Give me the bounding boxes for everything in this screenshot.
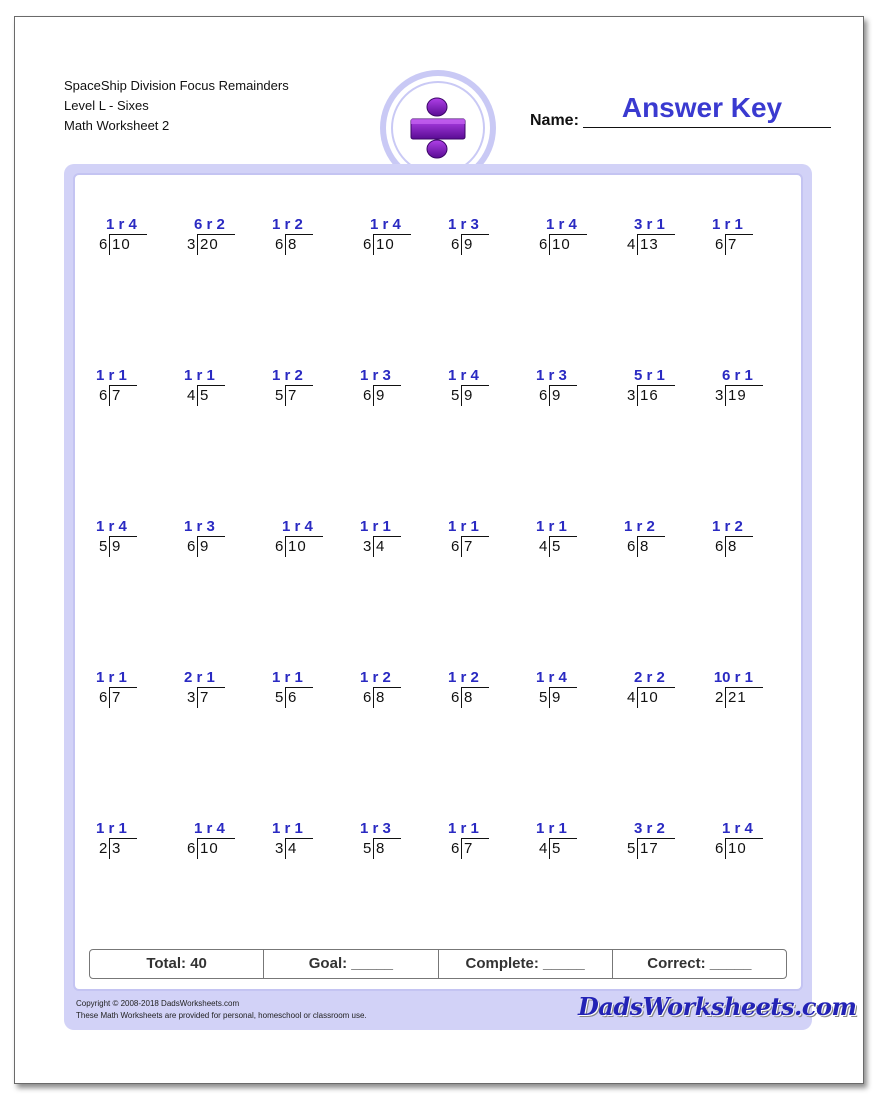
- answer-key-title: Answer Key: [621, 92, 783, 123]
- division-bracket: [725, 235, 726, 255]
- division-problem: [627, 216, 703, 258]
- division-vinculum: [285, 536, 323, 537]
- division-bracket: [725, 839, 726, 859]
- dividend: 19: [728, 387, 747, 404]
- dividend: 8: [728, 538, 738, 555]
- score-summary: [89, 949, 787, 979]
- division-vinculum: [109, 687, 137, 688]
- dividend: 9: [376, 387, 386, 404]
- division-bracket: [549, 386, 550, 406]
- division-bracket: [549, 537, 550, 557]
- division-vinculum: [461, 234, 489, 235]
- answer: 1 r 1: [448, 820, 479, 837]
- answer: 1 r 1: [272, 669, 303, 686]
- division-bracket: [373, 839, 374, 859]
- answer: 1 r 4: [282, 518, 313, 535]
- answer: 1 r 2: [272, 216, 303, 233]
- dividend: 4: [376, 538, 386, 555]
- divisor: 2: [99, 840, 108, 857]
- division-vinculum: [637, 838, 675, 839]
- dividend: 10: [288, 538, 307, 555]
- division-vinculum: [549, 536, 577, 537]
- division-bracket: [373, 386, 374, 406]
- divisor: 3: [715, 387, 724, 404]
- division-vinculum: [109, 838, 137, 839]
- answer: 1 r 2: [624, 518, 655, 535]
- division-problem: [448, 216, 527, 258]
- division-vinculum: [725, 687, 763, 688]
- division-vinculum: [637, 385, 675, 386]
- dividend: 7: [288, 387, 298, 404]
- copyright-line: Copyright © 2008-2018 DadsWorksheets.com: [76, 999, 240, 1008]
- divisor: 6: [627, 538, 636, 555]
- answer: 1 r 1: [360, 518, 391, 535]
- dividend: 7: [464, 840, 474, 857]
- answer: 1 r 1: [712, 216, 743, 233]
- divisor: 6: [451, 236, 460, 253]
- division-problem: [272, 820, 351, 862]
- usage-line: These Math Worksheets are provided for personal, homeschool or classroom use.: [76, 1011, 367, 1020]
- answer: 1 r 1: [448, 518, 479, 535]
- division-problem: [536, 518, 615, 560]
- answer: 1 r 3: [360, 367, 391, 384]
- dividend: 8: [376, 689, 386, 706]
- total-count: Total: 40: [90, 950, 264, 978]
- division-problem: [184, 669, 263, 711]
- division-vinculum: [109, 234, 147, 235]
- divisor: 4: [539, 538, 548, 555]
- division-bracket: [109, 386, 110, 406]
- divisor: 5: [363, 840, 372, 857]
- division-bracket: [197, 688, 198, 708]
- dividend: 10: [552, 236, 571, 253]
- division-bracket: [549, 235, 550, 255]
- divisor: 6: [363, 387, 372, 404]
- worksheet-title: SpaceShip Division Focus Remainders: [64, 78, 289, 93]
- answer: 1 r 2: [712, 518, 743, 535]
- division-bracket: [285, 537, 286, 557]
- copyright-notice: [76, 998, 367, 1022]
- division-vinculum: [197, 234, 235, 235]
- answer: 1 r 1: [96, 669, 127, 686]
- division-vinculum: [373, 687, 401, 688]
- division-bracket: [373, 235, 374, 255]
- dividend: 9: [464, 236, 474, 253]
- division-problem: [272, 216, 351, 258]
- answer: 5 r 1: [634, 367, 665, 384]
- division-vinculum: [373, 385, 401, 386]
- name-label: Name:: [530, 112, 579, 129]
- worksheet-level: Level L - Sixes: [64, 98, 149, 113]
- answer: 1 r 4: [194, 820, 225, 837]
- division-vinculum: [373, 234, 411, 235]
- divisor: 6: [187, 840, 196, 857]
- division-bracket: [461, 235, 462, 255]
- division-problem: [272, 367, 351, 409]
- dividend: 3: [112, 840, 122, 857]
- divisor: 6: [715, 538, 724, 555]
- division-vinculum: [725, 234, 753, 235]
- divisor: 6: [451, 840, 460, 857]
- division-problem: [715, 367, 791, 409]
- division-bracket: [197, 235, 198, 255]
- division-problem: [96, 669, 175, 711]
- answer: 1 r 3: [360, 820, 391, 837]
- divisor: 6: [363, 236, 372, 253]
- divisor: 3: [627, 387, 636, 404]
- answer: 1 r 1: [96, 367, 127, 384]
- worksheet-number: Math Worksheet 2: [64, 118, 170, 133]
- division-problem: [184, 367, 263, 409]
- division-sign-icon: [393, 83, 483, 173]
- dividend: 9: [552, 387, 562, 404]
- dividend: 7: [200, 689, 210, 706]
- divisor: 6: [99, 387, 108, 404]
- division-bracket: [197, 537, 198, 557]
- division-problem: [715, 669, 791, 711]
- dividend: 8: [464, 689, 474, 706]
- answer: 2 r 2: [634, 669, 665, 686]
- division-vinculum: [549, 234, 587, 235]
- dividend: 10: [640, 689, 659, 706]
- divisor: 3: [187, 236, 196, 253]
- division-bracket: [461, 839, 462, 859]
- division-bracket: [461, 688, 462, 708]
- divisor: 5: [99, 538, 108, 555]
- answer: 1 r 1: [536, 518, 567, 535]
- answer: 6 r 1: [722, 367, 753, 384]
- division-bracket: [637, 386, 638, 406]
- divisor: 6: [539, 387, 548, 404]
- division-bracket: [549, 839, 550, 859]
- division-bracket: [637, 839, 638, 859]
- division-vinculum: [461, 385, 489, 386]
- divisor: 6: [539, 236, 548, 253]
- division-vinculum: [285, 838, 313, 839]
- divisor: 6: [99, 236, 108, 253]
- division-problem: [360, 820, 439, 862]
- divisor: 5: [275, 387, 284, 404]
- division-problem: [360, 669, 439, 711]
- goal-field: Goal: _____: [264, 950, 438, 978]
- answer: 1 r 1: [272, 820, 303, 837]
- answer: 1 r 1: [96, 820, 127, 837]
- division-vinculum: [637, 687, 675, 688]
- division-problem: [96, 518, 175, 560]
- division-vinculum: [197, 687, 225, 688]
- divisor: 6: [99, 689, 108, 706]
- divisor: 6: [451, 538, 460, 555]
- dividend: 16: [640, 387, 659, 404]
- answer: 1 r 4: [106, 216, 137, 233]
- answer: 2 r 1: [184, 669, 215, 686]
- complete-field: Complete: _____: [439, 950, 613, 978]
- answer: 1 r 4: [96, 518, 127, 535]
- division-vinculum: [109, 536, 137, 537]
- dividend: 13: [640, 236, 659, 253]
- division-bracket: [285, 688, 286, 708]
- division-problem: [712, 518, 791, 560]
- division-problem: [539, 216, 615, 258]
- division-problem: [448, 367, 527, 409]
- answer: 1 r 3: [184, 518, 215, 535]
- divisor: 6: [451, 689, 460, 706]
- division-vinculum: [197, 385, 225, 386]
- division-vinculum: [285, 234, 313, 235]
- division-problem: [448, 820, 527, 862]
- divisor: 3: [275, 840, 284, 857]
- divisor: 5: [539, 689, 548, 706]
- dividend: 9: [112, 538, 122, 555]
- division-problem: [536, 820, 615, 862]
- division-bracket: [285, 386, 286, 406]
- answer: 1 r 3: [536, 367, 567, 384]
- division-problem: [448, 669, 527, 711]
- division-bracket: [549, 688, 550, 708]
- division-problem: [627, 820, 703, 862]
- division-bracket: [373, 537, 374, 557]
- divisor: 6: [187, 538, 196, 555]
- division-problem: [536, 367, 615, 409]
- division-bracket: [109, 537, 110, 557]
- answer: 1 r 4: [370, 216, 401, 233]
- dividend: 7: [728, 236, 738, 253]
- answer: 6 r 2: [194, 216, 225, 233]
- divisor: 2: [715, 689, 724, 706]
- division-problem: [96, 820, 175, 862]
- answer: 3 r 1: [634, 216, 665, 233]
- divisor: 6: [275, 538, 284, 555]
- division-vinculum: [285, 385, 313, 386]
- division-problem: [96, 367, 175, 409]
- division-problem: [360, 518, 439, 560]
- division-problem: [627, 669, 703, 711]
- division-problem: [187, 216, 263, 258]
- dividend: 5: [200, 387, 210, 404]
- problem-area: [73, 173, 803, 991]
- dividend: 10: [200, 840, 219, 857]
- division-problem: [536, 669, 615, 711]
- dividend: 7: [112, 689, 122, 706]
- division-bracket: [725, 386, 726, 406]
- divisor: 4: [187, 387, 196, 404]
- dividend: 5: [552, 538, 562, 555]
- division-vinculum: [461, 687, 489, 688]
- dividend: 17: [640, 840, 659, 857]
- division-vinculum: [725, 385, 763, 386]
- division-problem: [627, 367, 703, 409]
- brand-logo: DadsWorksheets.com: [578, 992, 857, 1021]
- dividend: 4: [288, 840, 298, 857]
- divisor: 6: [275, 236, 284, 253]
- division-bracket: [637, 235, 638, 255]
- dividend: 8: [640, 538, 650, 555]
- answer: 1 r 4: [546, 216, 577, 233]
- division-bracket: [461, 386, 462, 406]
- dividend: 9: [552, 689, 562, 706]
- divisor: 4: [627, 689, 636, 706]
- correct-field: Correct: _____: [647, 955, 752, 972]
- division-problem: [184, 518, 263, 560]
- name-line: [583, 127, 831, 128]
- division-vinculum: [285, 687, 313, 688]
- answer: 1 r 2: [448, 669, 479, 686]
- divisor: 6: [363, 689, 372, 706]
- divisor: 6: [715, 840, 724, 857]
- division-vinculum: [373, 838, 401, 839]
- division-bracket: [109, 839, 110, 859]
- answer: 1 r 4: [448, 367, 479, 384]
- division-problem: [360, 367, 439, 409]
- division-bracket: [725, 537, 726, 557]
- divisor: 5: [275, 689, 284, 706]
- division-problem: [272, 669, 351, 711]
- division-bracket: [725, 688, 726, 708]
- dividend: 21: [728, 689, 747, 706]
- division-bracket: [285, 235, 286, 255]
- division-vinculum: [109, 385, 137, 386]
- division-vinculum: [549, 838, 577, 839]
- answer: 1 r 4: [536, 669, 567, 686]
- division-vinculum: [637, 536, 665, 537]
- division-problem: [187, 820, 263, 862]
- answer: 10 r 1: [713, 669, 754, 686]
- divisor: 4: [627, 236, 636, 253]
- division-bracket: [637, 688, 638, 708]
- dividend: 10: [112, 236, 131, 253]
- dividend: 8: [288, 236, 298, 253]
- divisor: 3: [187, 689, 196, 706]
- division-vinculum: [461, 838, 489, 839]
- division-vinculum: [549, 687, 577, 688]
- dividend: 10: [376, 236, 395, 253]
- answer: 1 r 4: [722, 820, 753, 837]
- division-problem: [624, 518, 703, 560]
- division-vinculum: [549, 385, 577, 386]
- dividend: 7: [112, 387, 122, 404]
- division-bracket: [109, 235, 110, 255]
- division-vinculum: [725, 536, 753, 537]
- dividend: 9: [464, 387, 474, 404]
- dividend: 10: [728, 840, 747, 857]
- division-bracket: [461, 537, 462, 557]
- division-vinculum: [197, 536, 225, 537]
- division-bracket: [197, 386, 198, 406]
- dividend: 7: [464, 538, 474, 555]
- division-vinculum: [637, 234, 675, 235]
- division-problem: [712, 216, 791, 258]
- dividend: 9: [200, 538, 210, 555]
- division-bracket: [373, 688, 374, 708]
- division-vinculum: [461, 536, 489, 537]
- division-problem: [448, 518, 527, 560]
- divisor: 5: [627, 840, 636, 857]
- division-vinculum: [197, 838, 235, 839]
- division-problem: [275, 518, 351, 560]
- answer: 1 r 2: [360, 669, 391, 686]
- answer: 1 r 2: [272, 367, 303, 384]
- dividend: 6: [288, 689, 298, 706]
- division-bracket: [637, 537, 638, 557]
- answer: 1 r 3: [448, 216, 479, 233]
- division-problem: [363, 216, 439, 258]
- answer: 3 r 2: [634, 820, 665, 837]
- division-bracket: [109, 688, 110, 708]
- division-vinculum: [373, 536, 401, 537]
- divisor: 5: [451, 387, 460, 404]
- dividend: 8: [376, 840, 386, 857]
- division-problem: [99, 216, 175, 258]
- division-bracket: [285, 839, 286, 859]
- dividend: 5: [552, 840, 562, 857]
- divisor: 4: [539, 840, 548, 857]
- divisor: 3: [363, 538, 372, 555]
- dividend: 20: [200, 236, 219, 253]
- division-vinculum: [725, 838, 763, 839]
- answer: 1 r 1: [536, 820, 567, 837]
- answer: 1 r 1: [184, 367, 215, 384]
- divisor: 6: [715, 236, 724, 253]
- division-problem: [715, 820, 791, 862]
- division-bracket: [197, 839, 198, 859]
